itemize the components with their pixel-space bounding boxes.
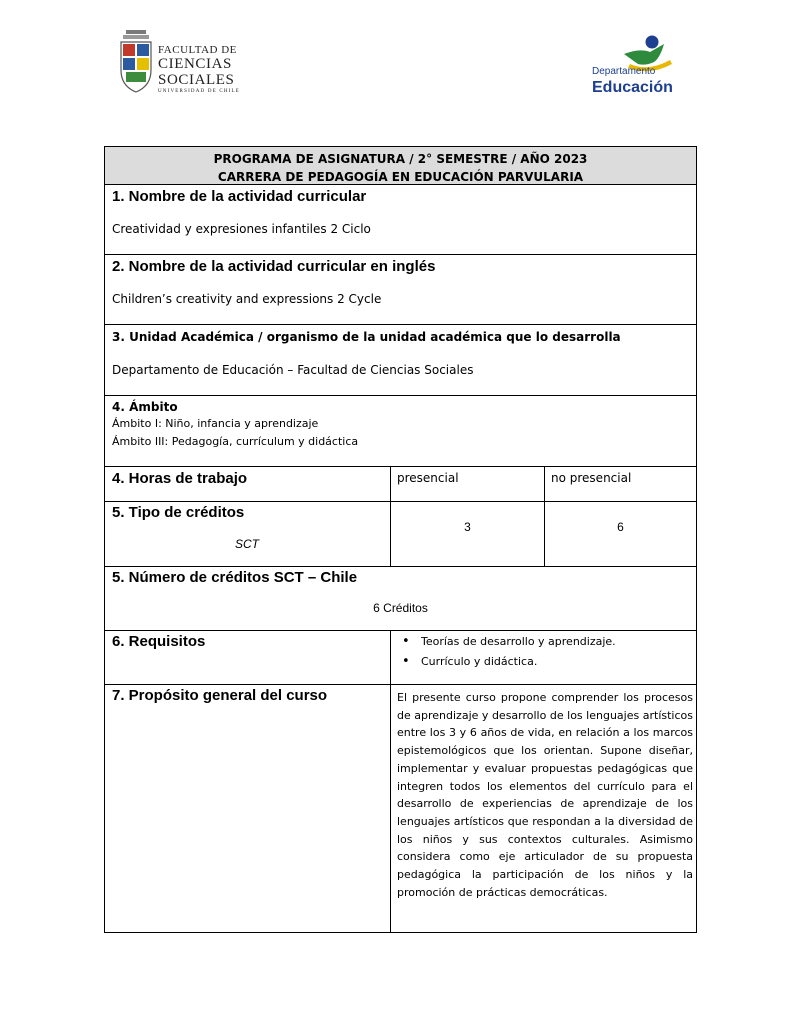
- scope-heading: 4. Ámbito: [112, 400, 178, 414]
- section-course-name-english: [105, 255, 696, 325]
- department-logo-line2: Educación: [592, 79, 673, 96]
- purpose-text: El presente curso propone comprender los procesos de aprendizaje y desarrollo de los lenguajes artísticos entre los 3 y 6 años de vida, en relación a los marcos epistemológicos que los orientan. Supone diseñar, implementar y evaluar propuestas pedagógicas que integren todos los elementos del currículo para el desarrollo de experiencias de aprendizaje de los lenguajes artísticos que respondan a la diversidad de los niños y sus contextos culturales. Asimismo considera como eje articulador de su propuesta pedagógica la participación de los niños y la promoción de prácticas democráticas.: [397, 691, 693, 899]
- work-hours-col2-label: no presencial: [551, 471, 632, 485]
- requirements-heading: 6. Requisitos: [112, 633, 206, 650]
- academic-unit-value: Departamento de Educación – Facultad de Ciencias Sociales: [112, 363, 474, 377]
- section-credit-type: [105, 502, 696, 567]
- scope-line-1: Ámbito I: Niño, infancia y aprendizaje: [112, 417, 319, 430]
- requirement-item: • Teorías de desarrollo y aprendizaje.: [391, 632, 696, 652]
- credit-type-col2: [544, 502, 696, 566]
- section-academic-unit: [105, 325, 696, 396]
- faculty-logo-line3: SOCIALES: [158, 72, 235, 88]
- credit-count-heading: 5. Número de créditos SCT – Chile: [112, 569, 358, 586]
- program-title-line1: PROGRAMA DE ASIGNATURA / 2° SEMESTRE / AÑO 2023: [213, 152, 588, 166]
- credit-type-col1-value: 3: [464, 520, 471, 534]
- faculty-logo-line4: UNIVERSIDAD DE CHILE: [158, 89, 241, 94]
- work-hours-col1-label: presencial: [397, 471, 459, 485]
- course-name-english-heading: 2. Nombre de la actividad curricular en inglés: [112, 258, 436, 275]
- scope-line-2: Ámbito III: Pedagogía, currículum y didáctica: [112, 435, 359, 448]
- credit-type-heading: 5. Tipo de créditos: [112, 504, 245, 521]
- program-title: [105, 147, 696, 185]
- credit-type-col2-value: 6: [617, 520, 624, 534]
- credit-type-sub: SCT: [235, 537, 259, 551]
- requirements-list-cell: [390, 631, 696, 684]
- academic-unit-heading: 3. Unidad Académica / organismo de la unidad académica que lo desarrolla: [112, 330, 621, 344]
- program-title-line2: CARRERA DE PEDAGOGÍA EN EDUCACIÓN PARVULARIA: [217, 170, 584, 184]
- department-logo: [590, 34, 690, 98]
- purpose-text-cell: [390, 685, 696, 932]
- faculty-logo-line1: FACULTAD DE: [158, 44, 237, 56]
- purpose-heading: 7. Propósito general del curso: [112, 687, 328, 704]
- work-hours-col-presencial: [390, 467, 544, 501]
- section-course-name: [105, 185, 696, 255]
- section-requirements: [105, 631, 696, 685]
- requirements-list: [391, 632, 696, 672]
- credit-count-value: 6 Créditos: [373, 601, 428, 615]
- course-name-heading: 1. Nombre de la actividad curricular: [112, 188, 367, 205]
- course-name-value: Creatividad y expresiones infantiles 2 Ciclo: [112, 222, 371, 236]
- faculty-logo: [118, 30, 248, 96]
- work-hours-col-no-presencial: [544, 467, 696, 501]
- program-table: [104, 146, 697, 933]
- work-hours-heading: 4. Horas de trabajo: [112, 470, 248, 487]
- faculty-logo-line2: CIENCIAS: [158, 56, 232, 72]
- university-crest-icon: [118, 30, 154, 94]
- credit-type-col1: [390, 502, 544, 566]
- section-purpose: [105, 685, 696, 932]
- section-credit-count: [105, 567, 696, 631]
- section-scope: [105, 396, 696, 467]
- section-work-hours: [105, 467, 696, 502]
- course-name-english-value: Children’s creativity and expressions 2 Cycle: [112, 292, 382, 306]
- department-logo-line1: Departamento: [592, 66, 656, 77]
- requirement-item: • Currículo y didáctica.: [391, 652, 696, 672]
